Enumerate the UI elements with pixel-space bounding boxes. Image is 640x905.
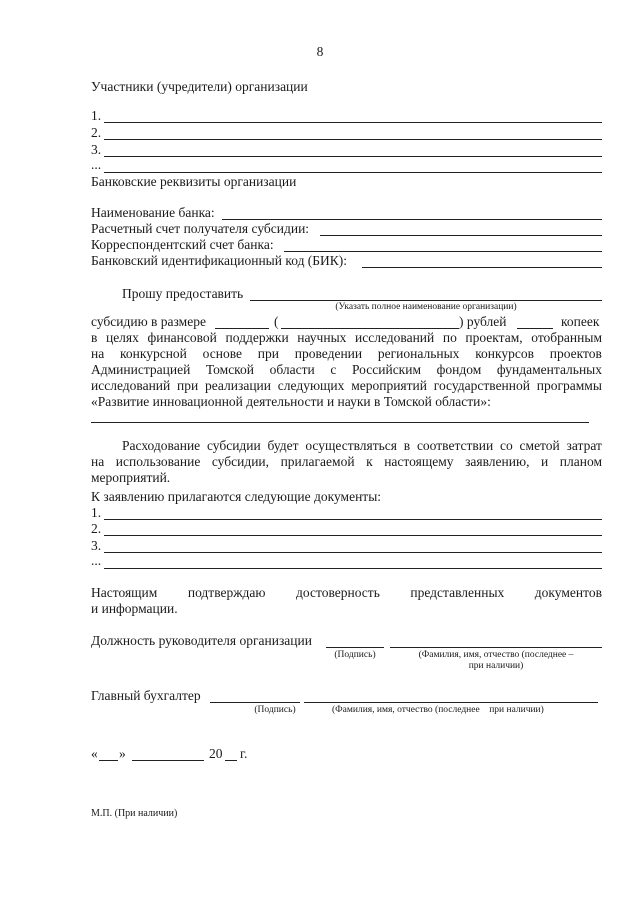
word: субсидии [206,438,261,453]
founder-line-1[interactable] [104,122,602,123]
document-line-more[interactable] [104,568,602,569]
word: планом [559,454,602,469]
program-name: «Развитие инновационной деятельности и науки в Томской области»: [91,394,491,409]
document-number-2: 2. [91,521,102,536]
expenditure-line-3: мероприятий. [91,470,171,485]
date-close-quote: » [119,746,126,761]
word: Администрацией [91,362,191,377]
head-signature-hint: (Подпись) [334,650,376,660]
word: Российским [352,362,422,377]
word: проектам, [465,330,523,345]
word: со [500,438,513,453]
word: затрат [566,438,602,453]
organization-name-hint: (Указать полное наименование организации) [335,302,517,312]
activities-line[interactable] [91,422,589,423]
document-ellipsis: ... [91,553,102,568]
word: представленных [410,585,505,600]
kopecks-line[interactable] [517,328,553,329]
word: основе [202,346,243,361]
date-month-line[interactable] [132,760,204,761]
word: мероприятий [351,378,427,393]
head-signature-line[interactable] [326,647,384,648]
expenditure-line-1 [122,438,602,454]
amount-words-open: ( [274,314,279,329]
request-lead: Прошу предоставить [122,286,244,301]
head-name-line[interactable] [390,647,602,648]
document-line-2[interactable] [104,535,602,536]
word: Расходование [122,438,201,453]
accountant-name-hint: (Фамилия, имя, отчество (последнее при наличии) [332,705,544,715]
word: области [269,362,315,377]
founders-title: Участники (учредители) организации [91,79,308,94]
date-year-suffix: г. [240,746,248,761]
date-year-prefix: 20 [209,746,223,761]
expenditure-line-2 [91,454,602,470]
page-number: 8 [316,44,324,59]
word: при [257,346,279,361]
word: соответствии [416,438,494,453]
stamp-place-label: М.П. (При наличии) [91,808,178,819]
word: настоящему [384,454,454,469]
word: на [91,346,105,361]
word: осуществляться [305,438,397,453]
bik-line[interactable] [362,267,602,268]
subsidy-amount-label: субсидию в размере [91,314,206,329]
word: проведении [294,346,363,361]
word: будет [267,438,299,453]
word: на [91,454,105,469]
chief-accountant-label: Главный бухгалтер [91,688,201,703]
kopecks-label: копеек [561,314,600,329]
word: фундаментальных [496,362,602,377]
request-line-2 [91,330,602,346]
document-line-1[interactable] [104,519,602,520]
word: конкурсов [475,346,535,361]
confirm-line-1 [91,585,602,601]
bank-name-line[interactable] [222,219,602,220]
word: в [403,438,411,453]
word: отобранным [531,330,602,345]
word: с [330,362,337,377]
organization-name-line[interactable] [250,300,602,301]
word: научных [297,330,347,345]
word: при [177,378,199,393]
founder-line-more[interactable] [104,172,602,173]
correspondent-account-label: Корреспондентский счет банка: [91,237,274,252]
word: и [541,454,549,469]
date-open-quote: « [91,746,98,761]
word: региональных [377,346,460,361]
document-number-1: 1. [91,505,102,520]
word: программы [536,378,602,393]
word: в [91,330,98,345]
word: следующих [277,378,345,393]
word: конкурсной [119,346,187,361]
founder-line-2[interactable] [104,139,602,140]
word: документов [534,585,602,600]
documents-title: К заявлению прилагаются следующие документы: [91,489,382,504]
accountant-signature-line[interactable] [210,702,300,703]
founder-line-3[interactable] [104,156,602,157]
rubles-label: ) рублей [459,314,507,329]
settlement-account-label: Расчетный счет получателя субсидии: [91,221,310,236]
subsidy-amount-line[interactable] [215,328,269,329]
amount-words-line[interactable] [281,328,459,329]
request-line-3 [91,346,602,362]
word: исследований [91,378,171,393]
accountant-name-line[interactable] [304,702,598,703]
word: реализации [205,378,271,393]
word: фондом [436,362,482,377]
word: проектов [549,346,602,361]
word: к [366,454,373,469]
word: подтверждаю [187,585,266,600]
word: государственной [433,378,530,393]
bank-title: Банковские реквизиты организации [91,174,297,189]
word: использование [115,454,201,469]
head-name-hint-1: (Фамилия, имя, отчество (последнее – [418,650,574,660]
document-number-3: 3. [91,538,102,553]
date-day-line[interactable] [99,760,118,761]
word: заявлению, [465,454,530,469]
date-year-line[interactable] [225,760,237,761]
word: финансовой [147,330,217,345]
word: достоверность [296,585,380,600]
accountant-signature-hint: (Подпись) [254,705,296,715]
word: целях [105,330,139,345]
settlement-account-line[interactable] [320,235,602,236]
request-line-5 [91,378,602,394]
document-line-3[interactable] [104,552,602,553]
word: сметой [519,438,560,453]
word: Настоящим [91,585,158,600]
confirm-line-2: и информации. [91,601,178,616]
word: Томской [205,362,255,377]
word: поддержки [225,330,289,345]
head-position-label: Должность руководителя организации [91,633,312,648]
word: по [442,330,457,345]
word: исследований [355,330,435,345]
founder-number-3: 3. [91,142,102,157]
bik-label: Банковский идентификационный код (БИК): [91,253,348,268]
bank-name-label: Наименование банка: [91,205,215,220]
request-line-4 [91,362,602,378]
head-name-hint-2: при наличии) [468,661,524,671]
founder-number-1: 1. [91,108,102,123]
correspondent-account-line[interactable] [284,251,602,252]
founder-ellipsis: ... [91,157,102,172]
founder-number-2: 2. [91,125,102,140]
word: субсидии, [211,454,270,469]
word: прилагаемой [280,454,355,469]
